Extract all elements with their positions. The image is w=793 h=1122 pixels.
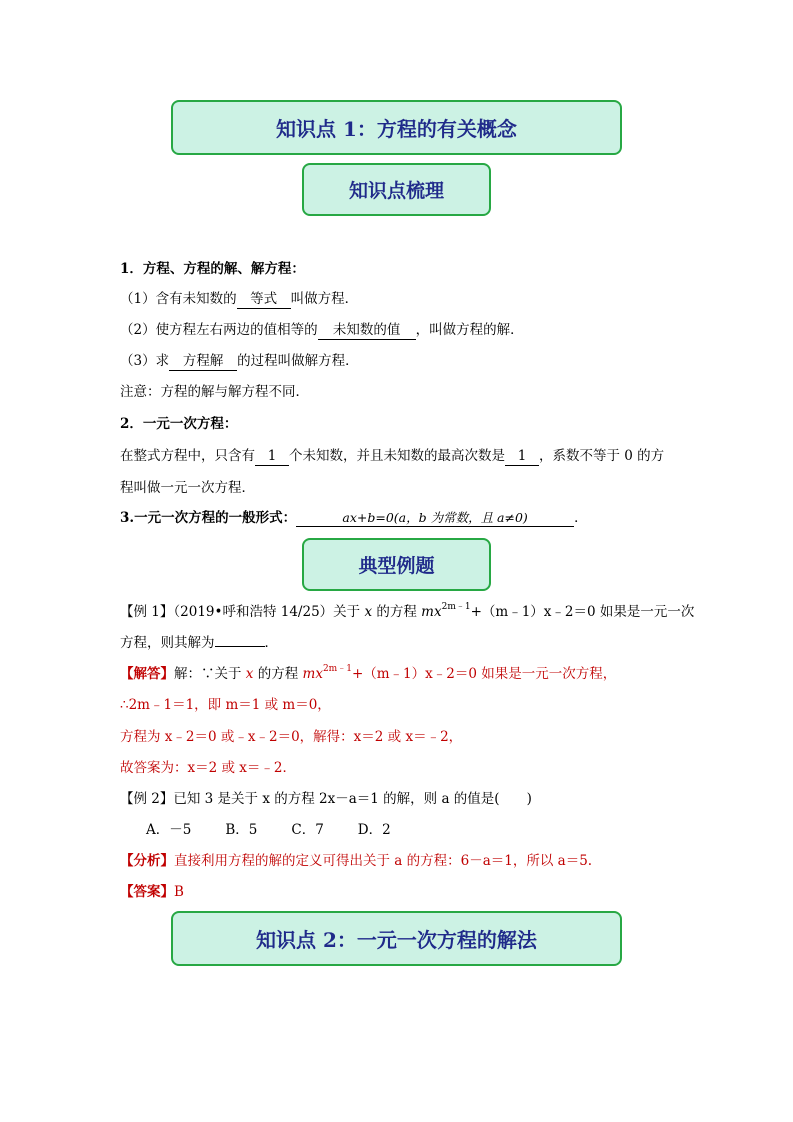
def-text-b: 个未知数，并且未知数的最高次数是 [289, 448, 505, 464]
answer-eq-rest: +（m﹣1）x﹣2＝0 如果是一元一次方程， [351, 666, 617, 682]
example-2-text: 已知 3 是关于 x 的方程 2x－a＝1 的解，则 a 的值是( ) [173, 791, 532, 807]
section-title-text: 知识点 1：方程的有关概念 [276, 117, 517, 141]
blank-unknown-value: 未知数的值 [318, 322, 416, 340]
equation-mx: mx [421, 604, 442, 620]
answer-label: 【答案】 [120, 884, 174, 900]
item-1 [120, 289, 358, 309]
item-2-pre: （2）使方程左右两边的值相等的 [120, 322, 318, 338]
example-1-source: （2019•呼和浩特 14/25）关于 [173, 604, 361, 620]
item-1-pre: （1）含有未知数的 [120, 291, 237, 307]
example-1-line-1 [120, 602, 694, 622]
option-b: B．5 [225, 822, 258, 838]
item-1-post: 叫做方程． [290, 291, 359, 307]
example-2 [120, 789, 532, 809]
general-form-text: ax+b=0(a，b 为常数，且 a≠0) [342, 510, 528, 525]
answer-label: 【解答】 [120, 666, 174, 682]
example-1-mid: 的方程 [376, 604, 417, 620]
analysis-text: 直接利用方程的解的定义可得出关于 a 的方程：6－a＝1，所以 a＝5. [174, 853, 593, 869]
heading-3: 3.一元一次方程的一般形式： [120, 510, 297, 526]
blank-degree: 1 [505, 448, 539, 466]
solution-step-1: ∴2m﹣1＝1，即 m＝1 或 m＝0， [120, 697, 331, 713]
general-form-end: ． [574, 510, 588, 526]
option-c: C．7 [291, 822, 324, 838]
analysis-label: 【分析】 [120, 853, 174, 869]
example-2-analysis [120, 851, 592, 871]
example-1-end: ． [264, 635, 278, 651]
blank-general-form [296, 509, 574, 527]
section-title-kp1 [171, 100, 622, 155]
example-2-options [146, 820, 425, 840]
blank-equation: 等式 [237, 291, 291, 309]
answer-text-2: 的方程 [257, 666, 299, 682]
example-2-label: 【例 2】 [120, 791, 174, 807]
def-text-a: 在整式方程中，只含有 [120, 448, 255, 464]
answer-text: 解：∵关于 [174, 666, 242, 682]
item-3-post: 的过程叫做解方程． [237, 353, 359, 369]
example-1-label: 【例 1】 [120, 604, 174, 620]
general-form [120, 508, 588, 528]
example-1-line-2 [120, 633, 278, 653]
section-title-text: 知识点 2：一元一次方程的解法 [256, 928, 537, 952]
item-3-pre: （3）求 [120, 353, 170, 369]
section-title-examples [302, 538, 491, 591]
heading-2: 2．一元一次方程： [120, 416, 238, 432]
answer-var-x: x [245, 666, 254, 682]
example-1-question: 方程，则其解为 [120, 635, 215, 651]
definition-line-1 [120, 446, 664, 466]
solution-step-2: 方程为 x﹣2＝0 或﹣x﹣2＝0，解得：x＝2 或 x＝﹣2， [120, 729, 463, 745]
example-2-answer [120, 882, 184, 902]
option-d: D．2 [357, 822, 391, 838]
answer-exponent: 2m﹣1 [322, 664, 352, 674]
equation-exponent: 2m﹣1 [441, 602, 471, 612]
var-x: x [364, 604, 373, 620]
example-1-answer [120, 664, 616, 684]
section-title-text: 典型例题 [358, 555, 435, 577]
heading-1: 1．方程、方程的解、解方程： [120, 261, 305, 277]
blank-solve: 方程解 [169, 353, 237, 371]
item-3 [120, 351, 359, 371]
option-a: A．－5 [146, 822, 192, 838]
section-title-review [302, 163, 491, 216]
section-title-kp2 [171, 911, 622, 966]
section-title-text: 知识点梳理 [348, 180, 444, 202]
answer-blank [215, 646, 265, 647]
definition-line-2: 程叫做一元一次方程． [120, 480, 255, 496]
equation-rest: +（m﹣1）x﹣2＝0 如果是一元一次 [470, 604, 695, 620]
def-text-c: ，系数不等于 0 的方 [539, 448, 665, 464]
answer-eq-mx: mx [302, 666, 323, 682]
item-2 [120, 320, 524, 340]
answer-value: B [174, 884, 184, 900]
blank-count: 1 [255, 448, 289, 466]
note: 注意：方程的解与解方程不同． [120, 384, 309, 400]
item-2-post: ，叫做方程的解． [415, 322, 524, 338]
solution-step-3: 故答案为：x＝2 或 x＝﹣2． [120, 760, 296, 776]
